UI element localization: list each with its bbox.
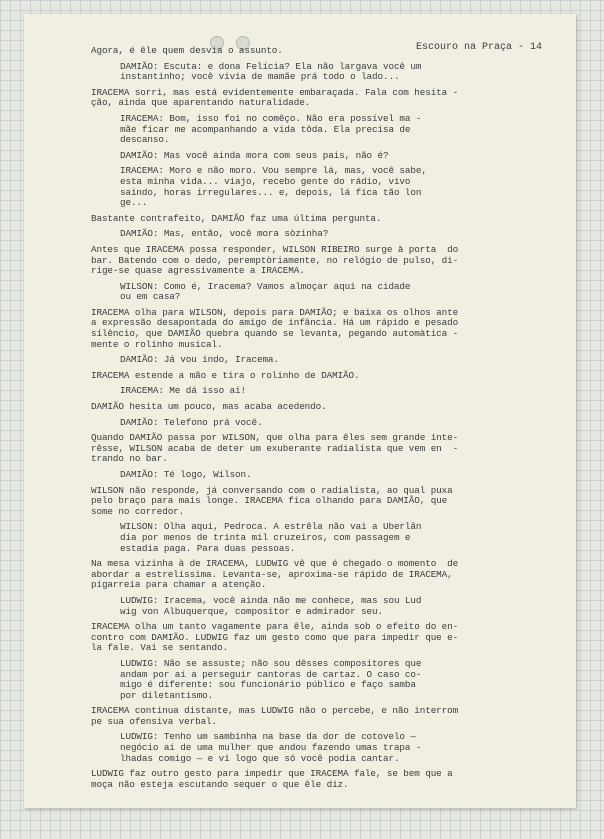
dialogue-block: DAMIÃO: Mas, então, você mora sòzinha?: [120, 228, 329, 240]
stage-direction: IRACEMA continua distante, mas LUDWIG não o percebe, e não interrom pe sua ofensiva verbal.: [91, 705, 459, 727]
dialogue-block: IRACEMA: Moro e não moro. Vou sempre lá, mas, você sabe, esta minha vida... viajo, recebo gente do rádio, vivo saindo, horas irregulares... e, depois, lá fica tão lon ge...: [120, 165, 427, 209]
stage-direction: Bastante contrafeito, DAMIÃO faz uma última pergunta.: [91, 212, 382, 224]
dialogue-block: LUDWIG: Não se assuste; não sou dêsses compositores que andam por aí a perseguir cantoras de cartaz. O caso co- migo é diferente: sou funcionário público e faço samba por diletantismo.: [120, 657, 422, 701]
dialogue-block: DAMIÃO: Escuta: e dona Felícia? Ela não largava você um instantinho; você vivia de mamãe prá todo o lado...: [120, 60, 422, 83]
dialogue-block: LUDWIG: Tenho um sambinha na base da dor de cotovelo — negócio aí de uma mulher que andou fazendo umas trapa - lhadas comigo — e vi logo que só você podia cantar.: [120, 731, 422, 764]
dialogue-block: IRACEMA: Me dá isso aí!: [120, 385, 247, 397]
typescript-page: [24, 14, 576, 808]
stage-direction: IRACEMA estende a mão e tira o rolinho de DAMIÃO.: [91, 369, 360, 381]
stage-direction: IRACEMA sorri, mas está evidentemente embaraçada. Fala com hesita - ção, ainda que aparentando naturalidade.: [91, 86, 459, 109]
stage-direction: IRACEMA olha para WILSON, depois para DAMIÃO; e baixa os olhos ante a expressão desapontada do amigo de infância. Há um rápido e pesado silêncio, que DAMIÃO quebra quando se levanta, pegando automàtica - mente o rolinho musical.: [91, 306, 459, 350]
page-header: Escouro na Praça - 14: [415, 42, 542, 53]
stage-direction: Agora, é êle quem desvia o assunto.: [91, 45, 283, 56]
dialogue-block: DAMIÃO: Mas você ainda mora com seus pais, não é?: [120, 149, 389, 161]
dialogue-block: DAMIÃO: Té logo, Wilson.: [120, 469, 252, 480]
dialogue-block: WILSON: Olha aqui, Pedroca. A estrêla não vai a Uberlân dia por menos de trinta mil cruzeiros, com passagem e estadia paga. Para duas pessoas.: [120, 521, 422, 554]
stage-direction: Quando DAMIÃO passa por WILSON, que olha para êles sem grande inte- rêsse, WILSON acaba de deter um exuberante radialista que vem en - trando no bar.: [91, 432, 459, 465]
stage-direction: WILSON não responde, já conversando com o radialista, ao qual puxa pelo braço para mais longe. IRACEMA fica olhando para DAMIÃO, que some no corredor.: [91, 484, 453, 517]
dialogue-block: DAMIÃO: Já vou indo, Iracema.: [120, 354, 279, 366]
dialogue-block: WILSON: Como é, Iracema? Vamos almoçar aqui na cidade ou em casa?: [120, 280, 411, 303]
stage-direction: LUDWIG faz outro gesto para impedir que IRACEMA fale, se bem que a moça não esteja escutando sequer o que êle diz.: [91, 768, 453, 790]
dialogue-block: DAMIÃO: Telefono prá você.: [120, 416, 263, 428]
stage-direction: IRACEMA olha um tanto vagamente para êle, ainda sob o efeito do en- contro com DAMIÃO. LUDWIG faz um gesto como que para impedir que e- la fale. Vai se sentando.: [91, 621, 459, 654]
stage-direction: Antes que IRACEMA possa responder, WILSON RIBEIRO surge à porta do bar. Batendo com o dedo, peremptòriamente, no relógio de pulso, di- rige-se quase agressivamente a IRACEMA.: [91, 243, 459, 277]
stage-direction: DAMIÃO hesita um pouco, mas acaba acedendo.: [91, 401, 327, 413]
dialogue-block: LUDWIG: Iracema, você ainda não me conhece, mas sou Lud wig von Albuquerque, compositor e admirador seu.: [120, 594, 422, 617]
script-body: [91, 46, 561, 790]
dialogue-block: IRACEMA: Bom, isso foi no comêço. Não era possível ma - mãe ficar me acompanhando a vida tôda. Ela precisa de descanso.: [120, 112, 422, 146]
stage-direction: Na mesa vizinha à de IRACEMA, LUDWIG vê que é chegado o momento de abordar a estrelíssima. Levanta-se, aproxima-se rápido de IRACEMA, pigarreia para chamar a atenção.: [91, 558, 459, 591]
